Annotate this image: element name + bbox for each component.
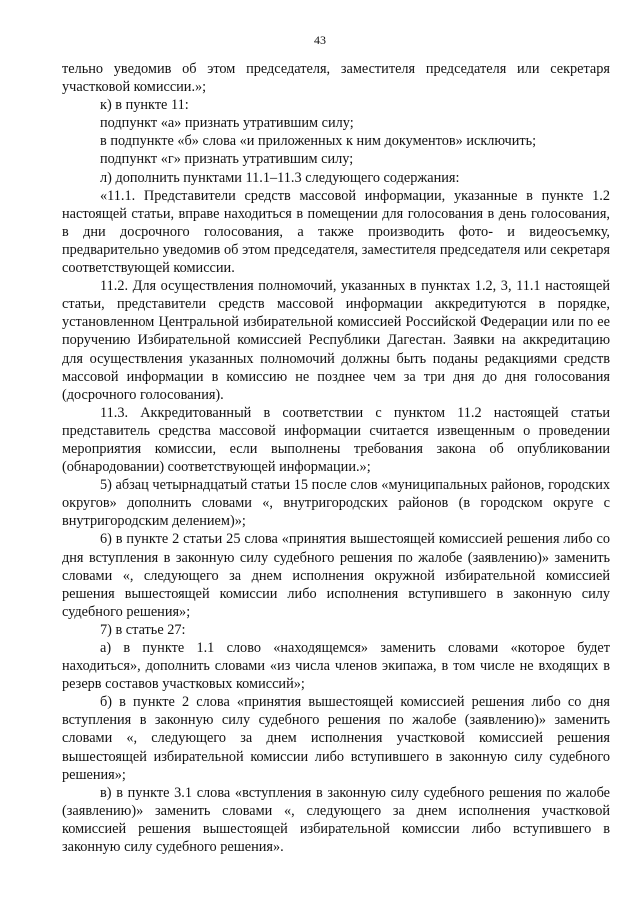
- paragraph: к) в пункте 11:: [100, 97, 189, 114]
- paragraph: в подпункте «б» слова «и приложенных к ним документов» исключить;: [100, 133, 537, 150]
- paragraph: б) в пункте 2 слова «принятия вышестоящей комиссией решения либо со дня вступления в законную силу судебного решения по жалобе (заявлению)» заменить словами «, следующего за днем исполнения участковой комиссией решения вышестоящей избирательной комиссии либо вступившего в законную силу судебного решения»;: [62, 694, 610, 783]
- page-number: 43: [314, 33, 326, 47]
- paragraph: в) в пункте 3.1 слова «вступления в законную силу судебного решения по жалобе (заявлению)» заменить словами «, следующего за днем исполнения участковой комиссией решения вышестоящей избирательной комиссии либо вступившего в законную силу судебного решения».: [62, 784, 610, 856]
- document-body: [62, 60, 610, 856]
- paragraph: «11.1. Представители средств массовой информации, указанные в пункте 1.2 настоящей статьи, вправе находиться в помещении для голосования в день голосования, в дни досрочного голосования, а также производить фото- и видеосъемку, предварительно уведомив об этом председателя, заместителя председателя или секретаря соответствующей комиссии.: [62, 187, 610, 277]
- paragraph: 11.3. Аккредитованный в соответствии с пунктом 11.2 настоящей статьи представитель средства массовой информации считается извещенным о проведении мероприятия комиссии, если выполнены требования закона об опубликовании (обнародовании) соответствующей информации.»;: [62, 404, 610, 476]
- paragraph: тельно уведомив об этом председателя, заместителя председателя или секретаря участковой комиссии.»;: [62, 61, 610, 96]
- paragraph: л) дополнить пунктами 11.1–11.3 следующего содержания:: [100, 169, 460, 186]
- paragraph: 11.2. Для осуществления полномочий, указанных в пунктах 1.2, 3, 11.1 настоящей статьи, представители средств массовой информации аккредитуются в порядке, установленном Центральной избирательной комиссией Российской Федерации или по ее поручению Избирательной комиссией Республики Дагестан. Заявки на аккредитацию для осуществления указанных полномочий должны быть поданы редакциями средств массовой информации в комиссию не позднее чем за три дня до дня голосования (досрочного голосования).: [62, 278, 610, 403]
- paragraph: подпункт «а» признать утратившим силу;: [100, 115, 354, 132]
- paragraph: а) в пункте 1.1 слово «находящемся» заменить словами «которое будет находиться», дополнить словами «из числа членов экипажа, в том числе не входящих в резерв составов участковых комиссий»;: [62, 640, 610, 693]
- paragraph: 5) абзац четырнадцатый статьи 15 после слов «муниципальных районов, городских округов» дополнить словами «, внутригородских районов (в городском округе с внутригородским делением)»;: [62, 477, 610, 530]
- paragraph: подпункт «г» признать утратившим силу;: [100, 151, 354, 168]
- paragraph: 6) в пункте 2 статьи 25 слова «принятия вышестоящей комиссией решения либо со дня вступления в законную силу судебного решения по жалобе (заявлению)» заменить словами «, следующего за днем исполнения окружной избирательной комиссией решения вышестоящей комиссии либо исполнения вступившего в законную силу судебного решения»;: [62, 531, 610, 620]
- paragraph: 7) в статье 27:: [100, 621, 186, 638]
